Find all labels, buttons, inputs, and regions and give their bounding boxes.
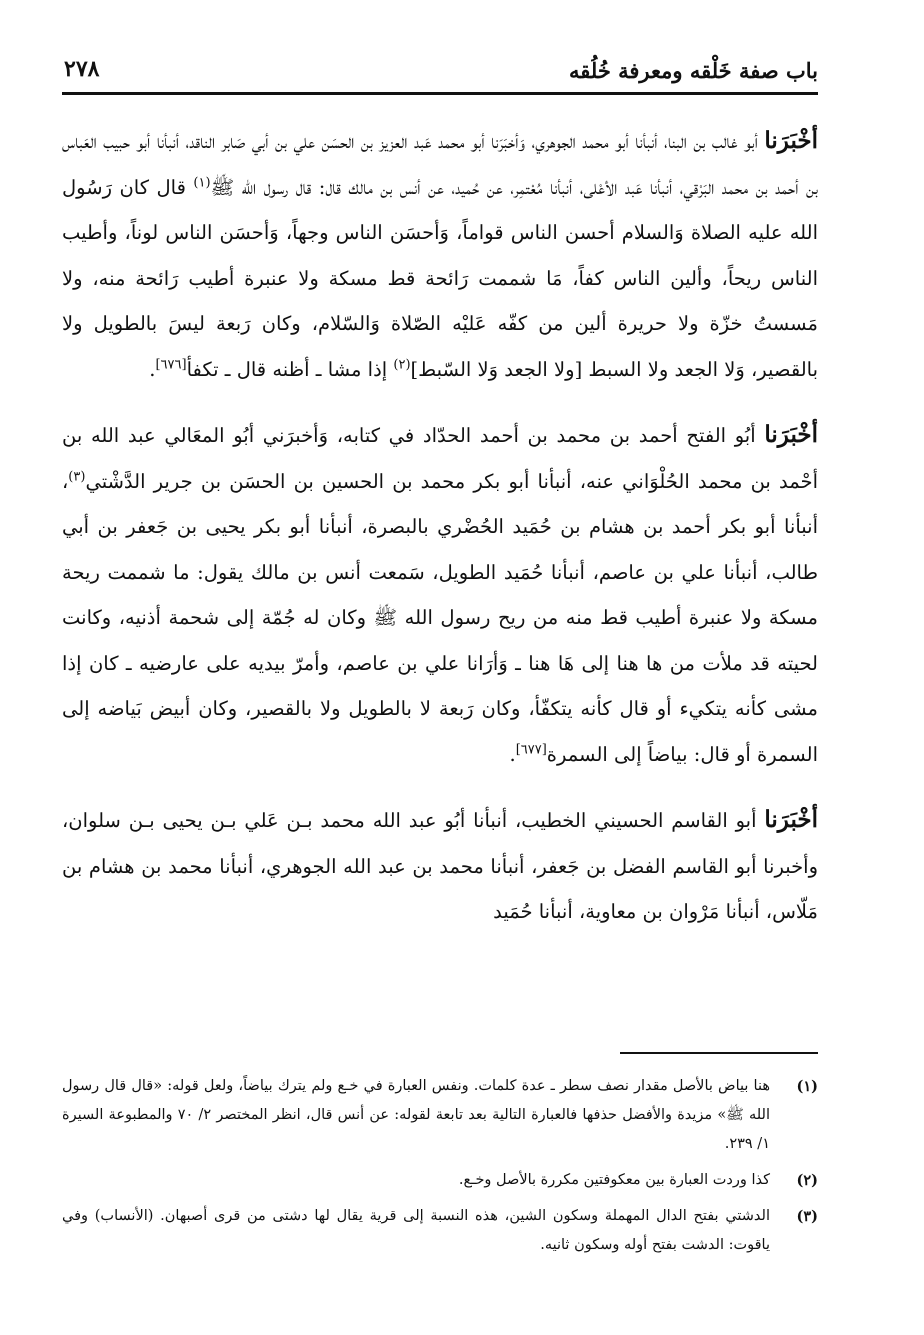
paragraph [62,412,818,777]
main-text [62,118,818,955]
paragraph-text: أبو غالب بن البنا، أنبأنا أبو محمد الجوهري، وَأخبَرَنا أبو محمد عَبد العزيز بن الحسَن علي بن أبي صَابر الناقد، أنبأنا أبو حبيب العَباس بن أحمد بن محمد البَرْقي، أنبأنا عَبد الأعْلى، أنبأنا مُعْتمِر، عن حُميد، عن أنس بن مالك قال: قال رسول الله ﷺ [62,130,818,199]
page-number: ٢٧٨ [64,56,100,82]
footnote-number: (٣) [796,1208,818,1225]
footnote [62,1202,818,1260]
paragraph-text: ، أنبأنا أبو بكر أحمد بن هشام بن حُمَيد الحُضْري بالبصرة، أنبأنا أبو بكر يحيى بن جَعفر بن أبي طالب، أنبأنا علي بن عاصم، أنبأنا حُمَيد الطويل، سَمعت أنس بن مالك يقول: ما شممت ريحة مسكة ولا عنبرة أطيب قط منه من ريح رسول الله ﷺ وكان له جُمّة إلى شحمة أذنيه، وكانت لحيته قد ملأت من ها هنا إلى هَا هنا ـ وَأرَانا علي بن عاصم، وأمرّ بيديه على عارضيه ـ كان إذا مشى كأنه يتكيء أو قال كأنه يتكفّأ، وكان رَبعة لا بالطويل ولا بالقصير، وكان أبيض بَياضه إلى السمرة أو قال: بياضاً إلى السمرة [62,469,818,766]
footnote-text: الدشتي بفتح الدال المهملة وسكون الشين، هذه النسبة إلى قرية يقال لها دشتى من قرى أصبهان. (الأنساب) وفي ياقوت: الدشت بفتح أوله وسكون ثانيه. [62,1208,770,1253]
footnote-number: (٢) [796,1172,818,1189]
paragraph-text: إذا مشا ـ أظنه قال ـ تكفأ [186,357,394,381]
footnote-separator [620,1052,818,1054]
paragraph-lead-word: أخْبَرَنا [764,421,818,448]
paragraph-lead-word: أخْبَرَنا [764,806,819,833]
page-header [62,52,818,92]
footnote-number: (١) [796,1078,818,1095]
footnote [62,1166,818,1195]
footnote-ref: (٣) [68,469,86,484]
hadith-number: [٦٧٦] [155,357,187,372]
footnote [62,1072,818,1159]
hadith-number: [٦٧٧] [515,742,547,757]
running-title: باب صفة خَلْقه ومعرفة خُلُقه [568,58,818,83]
paragraph-text: قال كان رَسُول الله عليه الصلاة وَالسلام أحسن الناس قواماً، وَأحسَن الناس وجهاً، وَأحسَن الناس لوناً، وأطيب الناس ريحاً، وألين الناس كفاً، مَا شممت رَائحة قط مسكة ولا عنبرة أطيب رَائحة منه، ولا مَسستُ خزّة ولا حريرة ألين من كفّه عَليْه الصّلاة وَالسّلام، وكان رَبعة ليسَ بالطويل ولا بالقصير، وَلا الجعد ولا السبط [ولا الجعد وَلا السّبط] [62,175,818,381]
paragraph [62,797,818,935]
paragraph-lead-word: أخْبَرَنا [764,127,818,154]
paragraph-text: . [509,742,516,766]
paragraph-text: أبُو الفتح أحمد بن محمد بن أحمد الحدّاد في كتابه، وَأخبرَني أبُو المعَالي عبد الله بن أحْمد بن محمد الحُلْوَاني عنه، أنبأنا أبو بكر محمد بن الحسين بن الحسَن بن جرير الدَّشْتي [62,424,818,493]
footnote-text: كذا وردت العبارة بين معكوفتين مكررة بالأصل وخـع. [458,1172,770,1188]
footnote-text: هنا بياض بالأصل مقدار نصف سطر ـ عدة كلمات. ونفس العبارة في خـع ولم يترك بياضاً، ولعل قوله: «قال قال رسول الله ﷺ» مزيدة والأفضل حذفها فالعبارة التالية بعد تابعة لقوله: عن أنس قال، انظر المختصر ٢/ ٧٠ والمطبوعة السيرة ١/ ٢٣٩. [62,1078,770,1152]
footnote-ref: (١) [193,175,211,190]
paragraph [62,118,818,392]
header-rule [62,92,818,95]
footnote-ref: (٢) [393,357,411,372]
footnotes [62,1072,818,1267]
paragraph-text: . [149,357,156,381]
paragraph-text: أبو القاسم الحسيني الخطيب، أنبأنا أبُو عبد الله محمد بـن عَلي بـن يحيى بـن سلوان، وأخبرنا أبو القاسم الفضل بن جَعفر، أنبأنا محمد بن عبد الله الجوهري، أنبأنا محمد بن هشام بن مَلّاس، أنبأنا مَرْوان بن معاوية، أنبأنا حُمَيد [62,809,818,923]
